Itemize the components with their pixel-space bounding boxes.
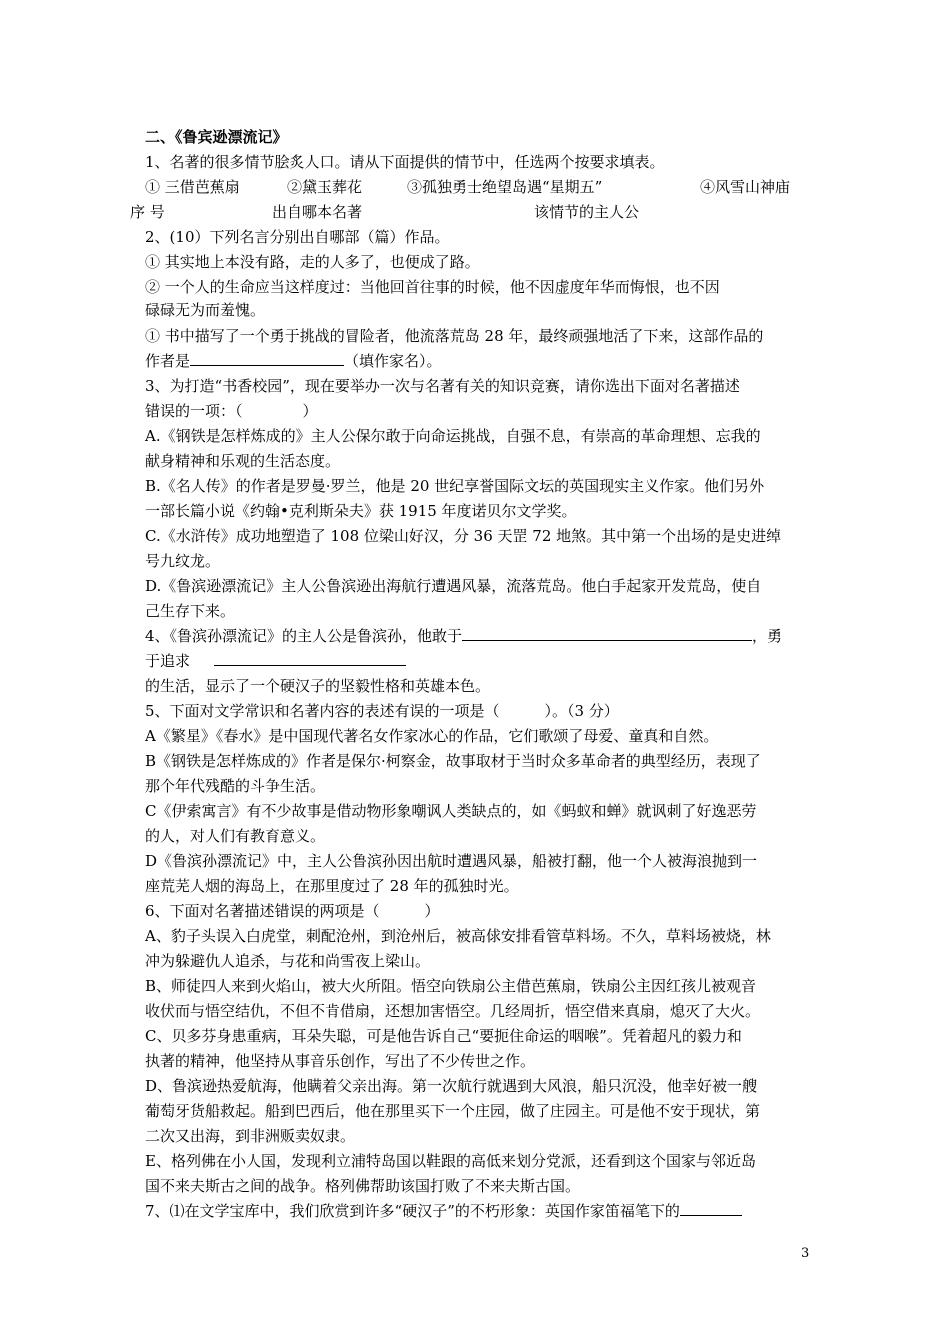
q1-option-3: ③孤独勇士绝望岛遇“星期五” <box>407 178 603 196</box>
q2-item-1: ① 其实地上本没有路，走的人多了，也便成了路。 <box>145 253 480 271</box>
q4-line-1-suffix: ，勇 <box>752 627 783 645</box>
q4-line-1-prefix: 4、《鲁滨孙漂流记》的主人公是鲁滨孙，他敢于 <box>145 627 463 645</box>
q3-option-c-line-2: 号九纹龙。 <box>145 552 221 570</box>
q6-option-a-line-2: 冲为躲避仇人追杀，与花和尚雪夜上梁山。 <box>145 952 431 970</box>
q6-option-d-line-3: 二次又出海，到非洲贩卖奴隶。 <box>145 1127 356 1145</box>
q6-option-d-line-2: 葡萄牙货船救起。船到巴西后，他在那里买下一个庄园，做了庄园主。可是他不安于现状，第 <box>145 1102 761 1120</box>
q5-option-c-line-2: 的人，对人们有教育意义。 <box>145 827 326 845</box>
q5-option-c-line-1: C《伊索寓言》有不少故事是借动物形象嘲讽人类缺点的，如《蚂蚁和蝉》就讽刺了好逸恶劳 <box>145 802 757 820</box>
author-answer-blank[interactable] <box>190 351 344 366</box>
q3-stem-line-1: 3、为打造“书香校园”，现在要举办一次与名著有关的知识竞赛，请你选出下面对名著描述 <box>145 377 740 395</box>
q1-table-header-book: 出自哪本名著 <box>272 203 363 221</box>
q4-answer-blank-1[interactable] <box>462 626 752 641</box>
q6-option-c-line-2: 执著的精神，他坚持从事音乐创作，写出了不少传世之作。 <box>145 1052 536 1070</box>
q4-line-2-prefix: 于追求 <box>145 652 191 670</box>
q5-option-b-line-1: B《钢铁是怎样炼成的》作者是保尔·柯察金，故事取材于当时众多革命者的典型经历，表现了 <box>145 752 761 770</box>
q5-option-d-line-2: 座荒芜人烟的海岛上，在那里度过了 28 年的孤独时光。 <box>145 877 519 895</box>
q5-option-b-line-2: 那个年代残酷的斗争生活。 <box>145 777 326 795</box>
q3-option-d-line-2: 己生存下来。 <box>145 602 236 620</box>
section-title: 二、《鲁宾逊漂流记》 <box>145 128 288 146</box>
q1-table-header-number: 序 号 <box>130 203 165 221</box>
page-number: 3 <box>801 1246 810 1261</box>
q6-option-b-line-1: B、师徒四人来到火焰山，被大火所阻。悟空向铁扇公主借芭蕉扇，铁扇公主因红孩儿被观音 <box>145 977 757 995</box>
q4-answer-blank-2[interactable] <box>214 651 406 666</box>
q7-line-1 <box>145 1201 742 1221</box>
q4-line-1 <box>145 626 782 646</box>
q1-option-4: ④风雪山神庙 <box>700 178 791 196</box>
q5-option-a: A《繁星》《春水》是中国现代著名女作家冰心的作品，它们歌颂了母爱、童真和自然。 <box>145 727 719 745</box>
q3-stem-line-2: 错误的一项：（ ） <box>145 402 318 420</box>
q5-option-d-line-1: D《鲁滨孙漂流记》中，主人公鲁滨孙因出航时遭遇风暴，船被打翻，他一个人被海浪抛到一 <box>145 852 758 870</box>
q3-option-a-line-1: A.《钢铁是怎样炼成的》主人公保尔敢于向命运挑战，自强不息，有崇高的革命理想、忘我的 <box>145 427 761 445</box>
q3-option-d-line-1: D.《鲁滨逊漂流记》主人公鲁滨逊出海航行遭遇风暴，流落荒岛。他白手起家开发荒岛，使自 <box>145 577 762 595</box>
q1-option-1: ① 三借芭蕉扇 <box>145 178 240 196</box>
q4-line-2 <box>145 651 406 671</box>
q6-option-b-line-2: 收伏而与悟空结仇，不但不肯借扇，还想加害悟空。几经周折，悟空借来真扇，熄灭了大火。 <box>145 1002 761 1020</box>
q2-item-3-line-2 <box>145 351 442 371</box>
q6-option-e-line-1: E、格列佛在小人国，发现利立浦特岛国以鞋跟的高低来划分党派，还看到这个国家与邻近岛 <box>145 1152 756 1170</box>
q7-answer-blank-1[interactable] <box>680 1201 742 1216</box>
q1-stem: 1、名著的很多情节脍炙人口。请从下面提供的情节中，任选两个按要求填表。 <box>145 153 665 171</box>
q6-stem: 6、下面对名著描述错误的两项是（ ） <box>145 902 440 920</box>
q3-option-c-line-1: C.《水浒传》成功地塑造了 108 位梁山好汉，分 36 天罡 72 地煞。其中第一个出场的是史进绰 <box>145 527 782 545</box>
q2-item-2-line-1: ② 一个人的生命应当这样度过：当他回首往事的时候，他不因虚度年华而悔恨，也不因 <box>145 278 720 296</box>
q3-option-b-line-2: 一部长篇小说《约翰•克利斯朵夫》获 1915 年度诺贝尔文学奖。 <box>145 502 577 520</box>
q2-item-3-line-1: ① 书中描写了一个勇于挑战的冒险者，他流落荒岛 28 年，最终顽强地活了下来，这部作品的 <box>145 327 764 345</box>
q2-item-3-suffix: （填作家名）。 <box>344 352 442 370</box>
q1-option-2: ②黛玉葬花 <box>287 178 363 196</box>
q6-option-a-line-1: A、豹子头误入白虎堂，刺配沧州，到沧州后，被高俅安排看管草料场。不久，草料场被烧，林 <box>145 927 771 945</box>
q7-line-1-text: 7、⑴在文学宝库中，我们欣赏到许多“硬汉子”的不朽形象：英国作家笛福笔下的 <box>145 1202 680 1220</box>
q1-table-header-protagonist: 该情节的主人公 <box>534 203 640 221</box>
q6-option-d-line-1: D、鲁滨逊热爱航海，他瞒着父亲出海。第一次航行就遇到大风浪，船只沉没，他幸好被一艘 <box>145 1077 758 1095</box>
q6-option-c-line-1: C、贝多芬身患重病，耳朵失聪，可是他告诉自己“要扼住命运的咽喉”。凭着超凡的毅力和 <box>145 1027 742 1045</box>
q4-line-3: 的生活，显示了一个硬汉子的坚毅性格和英雄本色。 <box>145 677 491 695</box>
q3-option-b-line-1: B.《名人传》的作者是罗曼·罗兰，他是 20 世纪享誉国际文坛的英国现实主义作家。他们另外 <box>145 477 765 495</box>
q2-item-2-line-2: 碌碌无为而羞愧。 <box>145 301 266 319</box>
q2-item-3-prefix: 作者是 <box>145 352 191 370</box>
q2-stem: 2、(10）下列名言分别出自哪部（篇）作品。 <box>145 228 450 246</box>
q5-stem: 5、下面对文学常识和名著内容的表述有误的一项是（ ）。（3 分） <box>145 702 619 720</box>
q6-option-e-line-2: 国不来夫斯古之间的战争。格列佛帮助该国打败了不来夫斯古国。 <box>145 1177 581 1195</box>
q3-option-a-line-2: 献身精神和乐观的生活态度。 <box>145 452 341 470</box>
